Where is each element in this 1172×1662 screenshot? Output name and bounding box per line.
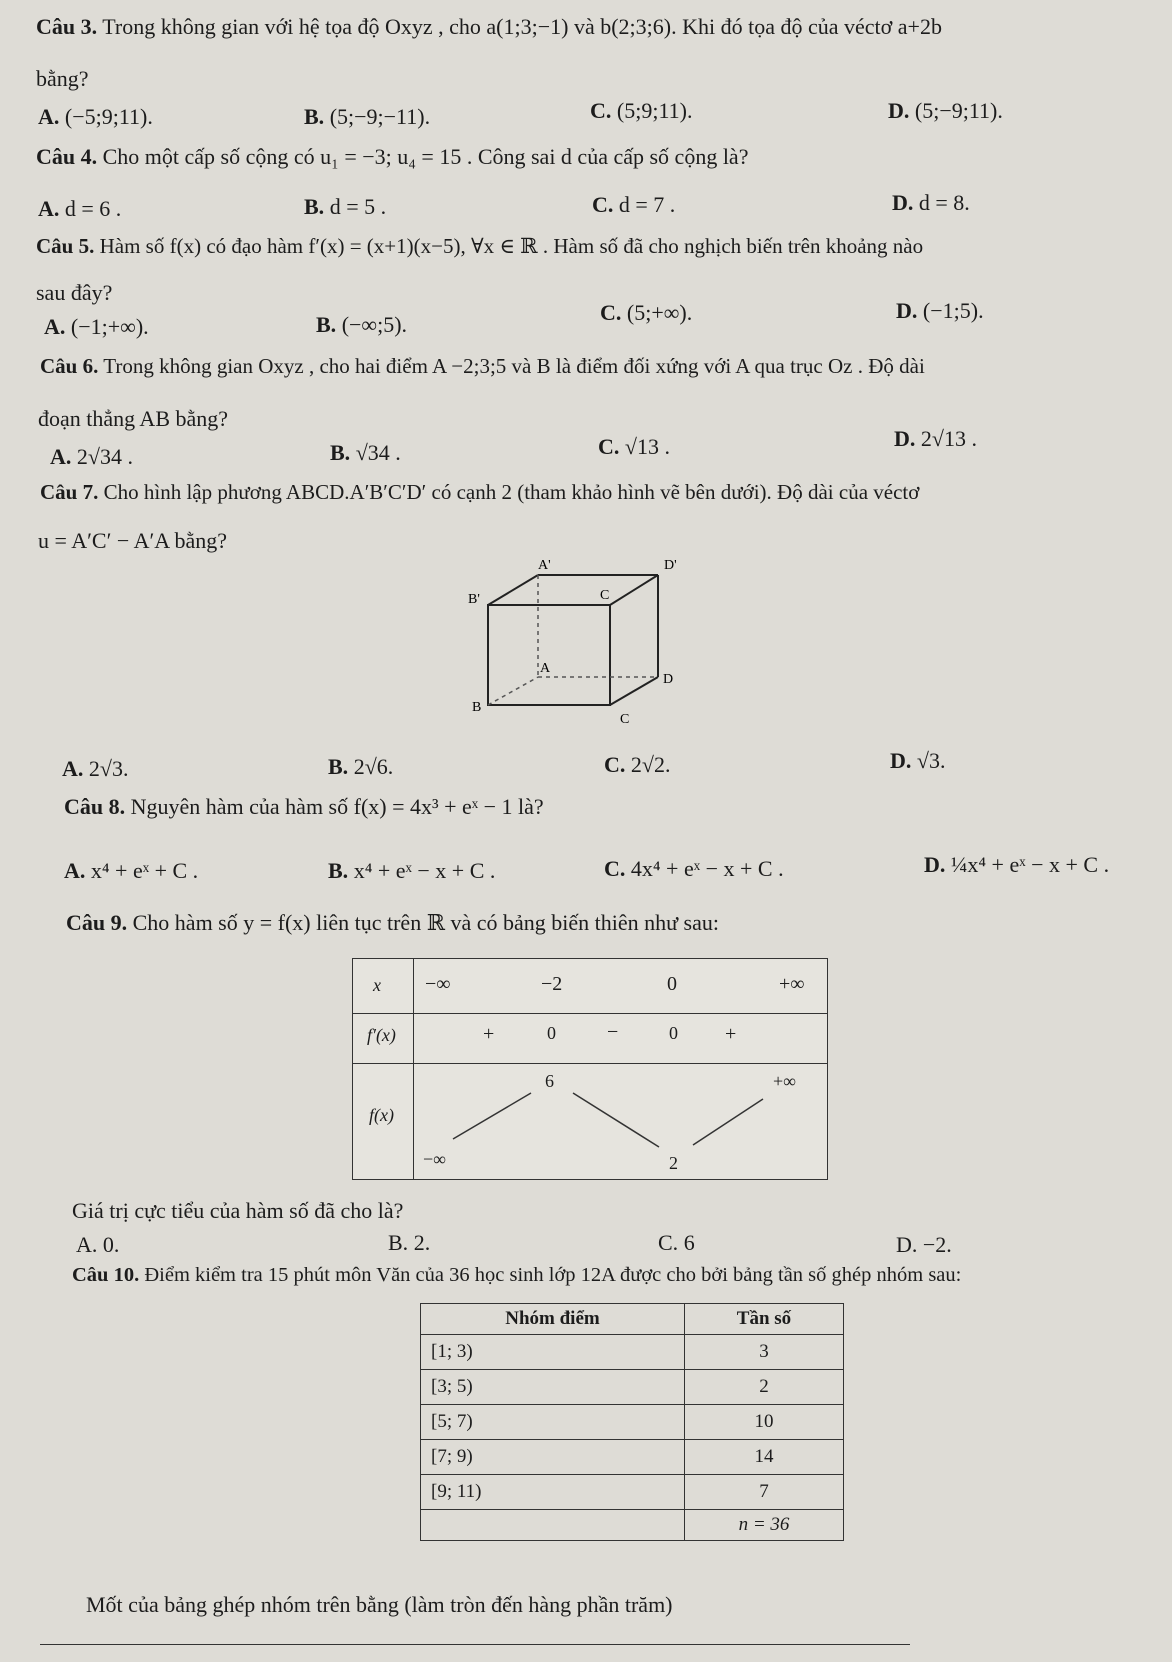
q5-text: Câu 5. Hàm số f(x) có đạo hàm f′(x) = (x+1)(x−5), ∀x ∈ ℝ . Hàm số đã cho nghịch biến trên khoảng nào bbox=[36, 234, 924, 258]
q4-text: Câu 4. Cho một cấp số cộng có u₁ = −3; u₄ = 15 . Công sai d của cấp số cộng là? bbox=[36, 144, 749, 169]
q3-text bbox=[36, 14, 942, 40]
freq-header-count: Tần số bbox=[685, 1304, 844, 1335]
divider bbox=[40, 1644, 910, 1645]
q3-option-a[interactable]: A. (−5;9;11). bbox=[38, 104, 153, 129]
q8-option-b[interactable]: B. x⁴ + eˣ − x + C . bbox=[328, 858, 496, 883]
q5-option-c[interactable]: C. (5;+∞). bbox=[600, 300, 693, 325]
q6-option-b[interactable]: B. √34 . bbox=[330, 440, 401, 465]
table-row-total: n = 36 bbox=[421, 1510, 844, 1541]
q3-text2: bằng? bbox=[36, 66, 89, 91]
table-row: [5; 7) 10 bbox=[421, 1405, 844, 1440]
q3-option-d[interactable]: D. (5;−9;11). bbox=[888, 98, 1003, 123]
q5-option-a[interactable]: A. (−1;+∞). bbox=[44, 314, 149, 339]
vt-fp-zero1: 0 bbox=[547, 1023, 556, 1043]
label-d-prime: D' bbox=[664, 558, 677, 573]
table-row: [7; 9) 14 bbox=[421, 1440, 844, 1475]
vt-fp-label: f′(x) bbox=[367, 1025, 396, 1045]
q7-option-c[interactable]: C. 2√2. bbox=[604, 752, 671, 777]
q7-option-a[interactable]: A. 2√3. bbox=[62, 756, 129, 781]
q7-option-b[interactable]: B. 2√6. bbox=[328, 754, 394, 779]
q5-option-b[interactable]: B. (−∞;5). bbox=[316, 312, 408, 337]
variation-table bbox=[352, 958, 828, 1180]
q3-label: Câu 3. bbox=[36, 14, 98, 39]
q8-option-d[interactable]: D. ¼x⁴ + eˣ − x + C . bbox=[924, 852, 1110, 877]
label-d: D bbox=[663, 672, 674, 687]
q5-option-d[interactable]: D. (−1;5). bbox=[896, 298, 984, 323]
label-a-prime: A' bbox=[538, 558, 551, 573]
q7-text: Câu 7. Cho hình lập phương ABCD.A′B′C′D′ có cạnh 2 (tham khảo hình vẽ bên dưới). Độ dài của véctơ bbox=[40, 480, 920, 504]
table-row: [1; 3) 3 bbox=[421, 1335, 844, 1370]
q8-option-a[interactable]: A. x⁴ + eˣ + C . bbox=[64, 858, 199, 883]
label-c: C bbox=[620, 712, 630, 727]
q6-text2: đoạn thẳng AB bằng? bbox=[38, 406, 229, 431]
vt-x-label: x bbox=[373, 975, 381, 995]
label-b-prime: B' bbox=[468, 592, 480, 607]
q9-option-a[interactable]: A. 0. bbox=[76, 1232, 120, 1257]
vt-f-pos-inf: +∞ bbox=[773, 1071, 796, 1091]
q7-option-d[interactable]: D. √3. bbox=[890, 748, 946, 773]
q3-option-c[interactable]: C. (5;9;11). bbox=[590, 98, 693, 123]
q6-text: Câu 6. Trong không gian Oxyz , cho hai điểm A −2;3;5 và B là điểm đối xứng với A qua trục Oz . Độ dài bbox=[40, 354, 925, 378]
vt-f-min: 2 bbox=[669, 1153, 678, 1173]
vt-x-minus2: −2 bbox=[541, 973, 563, 995]
q4-option-a[interactable]: A. d = 6 . bbox=[38, 196, 122, 221]
label-b: B bbox=[472, 700, 482, 715]
freq-header-group: Nhóm điểm bbox=[421, 1304, 685, 1335]
label-c-prime: C bbox=[600, 588, 610, 603]
frequency-table bbox=[420, 1303, 844, 1541]
q3-option-b[interactable]: B. (5;−9;−11). bbox=[304, 104, 431, 129]
q4-option-c[interactable]: C. d = 7 . bbox=[592, 192, 676, 217]
q4-option-d[interactable]: D. d = 8. bbox=[892, 190, 970, 215]
q9-option-c[interactable]: C. 6 bbox=[658, 1230, 695, 1255]
vt-arrows bbox=[353, 959, 827, 1179]
vt-fp-plus2: + bbox=[725, 1023, 737, 1045]
table-row: [3; 5) 2 bbox=[421, 1370, 844, 1405]
label-a: A bbox=[540, 661, 551, 676]
vt-fp-zero2: 0 bbox=[669, 1023, 678, 1043]
q6-option-d[interactable]: D. 2√13 . bbox=[894, 426, 977, 451]
q10-footer: Mốt của bảng ghép nhóm trên bằng (làm tròn đến hàng phần trăm) bbox=[86, 1592, 673, 1617]
vt-x-neg-inf: −∞ bbox=[425, 973, 451, 995]
vt-x-zero: 0 bbox=[667, 973, 677, 995]
vt-f-max: 6 bbox=[545, 1071, 554, 1091]
q9-question: Giá trị cực tiểu của hàm số đã cho là? bbox=[72, 1198, 404, 1223]
cube-figure bbox=[460, 555, 710, 730]
vt-x-pos-inf: +∞ bbox=[779, 973, 805, 995]
q6-option-c[interactable]: C. √13 . bbox=[598, 434, 670, 459]
vt-f-label: f(x) bbox=[369, 1105, 394, 1125]
q4-option-b[interactable]: B. d = 5 . bbox=[304, 194, 387, 219]
q7-text2: u = A′C′ − A′A bằng? bbox=[38, 528, 227, 553]
vt-f-neg-inf: −∞ bbox=[423, 1149, 446, 1169]
q6-option-a[interactable]: A. 2√34 . bbox=[50, 444, 133, 469]
q10-text: Câu 10. Điểm kiểm tra 15 phút môn Văn của 36 học sinh lớp 12A được cho bởi bảng tần số ghép nhóm sau: bbox=[72, 1264, 962, 1286]
vt-fp-minus: − bbox=[607, 1021, 619, 1043]
q9-option-d[interactable]: D. −2. bbox=[896, 1232, 952, 1257]
vt-fp-plus1: + bbox=[483, 1023, 495, 1045]
q9-text: Câu 9. Cho hàm số y = f(x) liên tục trên ℝ và có bảng biến thiên như sau: bbox=[66, 910, 719, 935]
q3-stem: Trong không gian với hệ tọa độ Oxyz , cho a(1;3;−1) và b(2;3;6). Khi đó tọa độ của véctơ a+2b bbox=[102, 14, 942, 39]
table-row: [9; 11) 7 bbox=[421, 1475, 844, 1510]
q8-option-c[interactable]: C. 4x⁴ + eˣ − x + C . bbox=[604, 856, 784, 881]
q9-option-b[interactable]: B. 2. bbox=[388, 1230, 431, 1255]
q5-text2: sau đây? bbox=[36, 280, 113, 305]
q8-text: Câu 8. Nguyên hàm của hàm số f(x) = 4x³ + eˣ − 1 là? bbox=[64, 794, 544, 819]
